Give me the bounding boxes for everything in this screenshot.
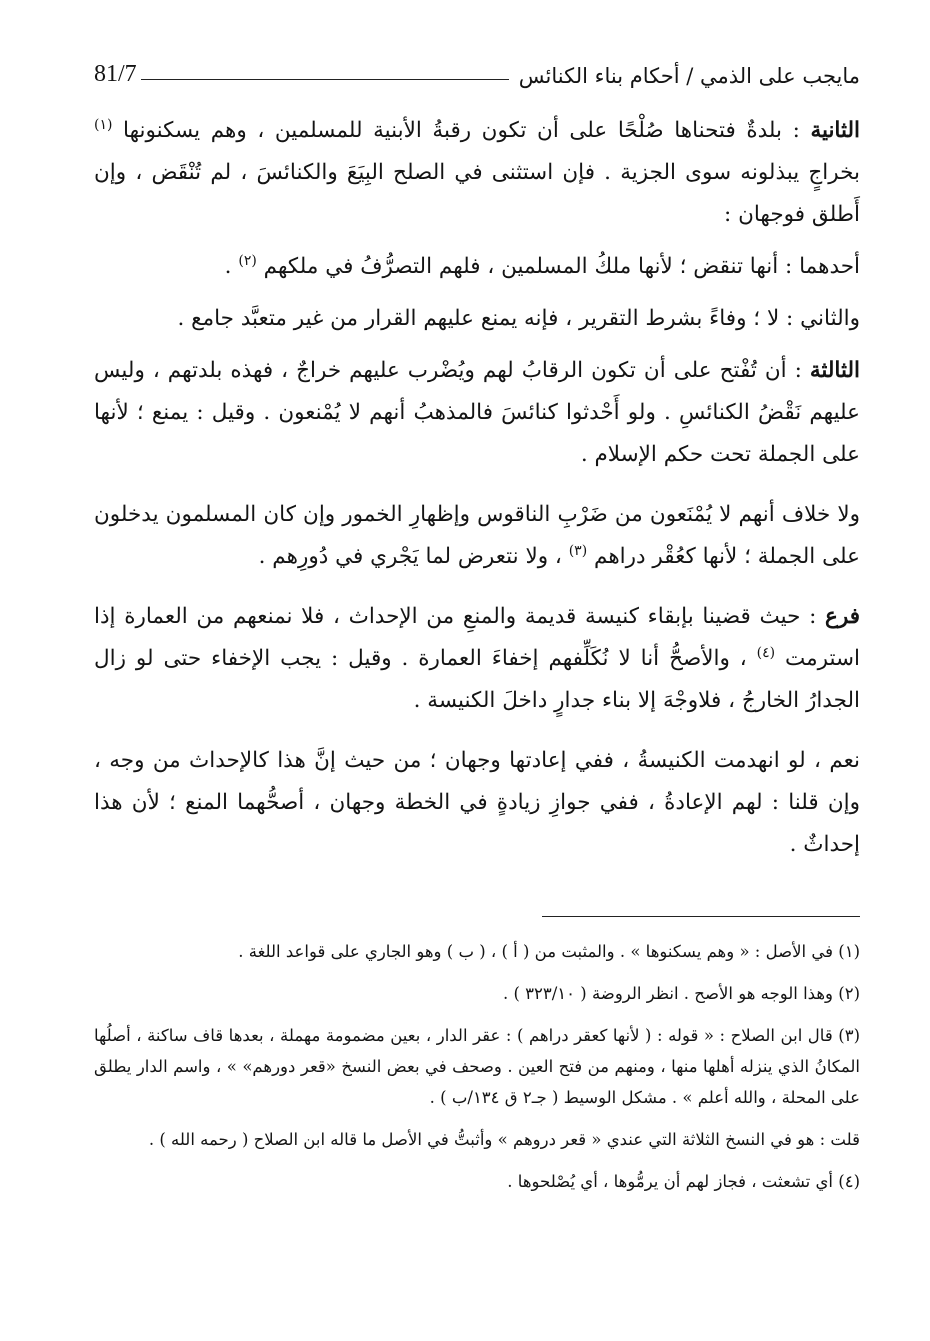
paragraph-5 (94, 494, 860, 578)
paragraph-1 (94, 110, 860, 236)
section-keyword: فرع (825, 604, 860, 629)
paragraph-text: نعم ، لو انهدمت الكنيسةُ ، ففي إعادتها وجهان ؛ من حيث إنَّ هذا كالإحداث من وجه ، وإن قلنا : لهم الإعادةُ ، ففي جوازِ زيادةٍ في الخطة وجهان ، أصحُّهما المنع ؛ لأن هذا إحداثٌ . (94, 748, 860, 857)
paragraph-text: ، والأصحُّ أنا لا نُكَلِّفهم إخفاءَ العمارة . وقيل : يجب الإخفاء حتى لو زال الجدارُ الخارجُ ، فلاوجْهَ إلا بناء جدارٍ داخلَ الكنيسة . (94, 646, 860, 713)
footnote-2: (٢) وهذا الوجه هو الأصح . انظر الروضة ( ٣٢٣/١٠ ) . (502, 984, 860, 1003)
paragraph-7 (94, 740, 860, 866)
paragraph-text: : بلدةٌ فتحناها صُلْحًا على أن تكون رقبةُ الأبنية للمسلمين ، وهم يسكنونها (112, 118, 811, 143)
paragraph-3 (94, 298, 860, 340)
paragraph-text: ولا خلاف أنهم لا يُمْنَعون من ضَرْبِ الناقوس وإظهارِ الخمور وإن كان المسلمون يدخلون على الجملة ؛ لأنها كعُقْر دراهم (94, 502, 860, 569)
footnote-ref-3[interactable]: (٣) (568, 542, 588, 559)
paragraph-text: : حيث قضينا بإبقاء كنيسة قديمة والمنعِ من الإحداث ، فلا نمنعهم من العمارة إذا استرمت (94, 604, 860, 671)
footnote-separator (542, 916, 860, 917)
footnotes (94, 936, 860, 1208)
running-header (94, 58, 860, 88)
paragraph-text: ، ولا نتعرض لما يَجْري في دُورِهم . (258, 544, 569, 569)
paragraph-2 (94, 246, 860, 288)
footnote-1: (١) في الأصل : « وهم يسكنوها » . والمثبت من ( أ ) ، ( ب ) وهو الجاري على قواعد اللغة . (238, 942, 860, 961)
footnote-ref-4[interactable]: (٤) (756, 644, 776, 661)
main-text (94, 110, 860, 866)
paragraph-4 (94, 350, 860, 476)
paragraph-6 (94, 596, 860, 722)
header-title: مايجب على الذمي / أحكام بناء الكنائس (518, 64, 860, 88)
footnote-3: (٣) قال ابن الصلاح : « قوله : ( لأنها كعقر دراهم ) : عقر الدار ، بعين مضمومة مهملة ، بعدها قاف ساكنة ، أصلُها المكانُ الذي ينزله أهلها منها ، ومنهم من فتح العين . وصحف في بعض النسخ «قعر دورهم» » ، واسم الدار يطلق على المحلة ، والله أعلم » . مشكل الوسيط ( جـ٢ ق ١٣٤/ب ) . (94, 1026, 860, 1107)
paragraph-text: أحدهما : أنها تنقض ؛ لأنها ملكُ المسلمين ، فلهم التصرُّفُ في ملكهم (256, 254, 860, 279)
section-keyword: الثانية (810, 118, 860, 143)
footnote-3-note: قلت : هو في النسخ الثلاثة التي عندي « قعر دروهم » وأثبتُّ في الأصل ما قاله ابن الصلاح ( رحمه الله ) . (148, 1130, 860, 1149)
header-rule (141, 79, 509, 80)
section-keyword: الثالثة (809, 358, 860, 383)
footnote-ref-2[interactable]: (٢) (238, 252, 257, 269)
footnote-ref-1[interactable]: (١) (94, 116, 113, 133)
paragraph-text: بخراجٍ يبذلونه سوى الجزية . فإن استثنى في الصلح البِيَعَ والكنائسَ ، لم تُنْقَض ، وإن أَطلق فوجهان : (94, 160, 860, 227)
paragraph-text: : أن تُفْتح على أن تكون الرقابُ لهم ويُضْرب عليهم خراجٌ ، فهذه بلدتهم ، وليس عليهم نَقْضُ الكنائسِ . ولو أَحْدثوا كنائسَ فالمذهبُ أنهم لا يُمْنعون . وقيل : يمنع ؛ لأنها على الجملة تحت حكم الإسلام . (94, 358, 860, 467)
footnote-4: (٤) أي تشعثت ، فجاز لهم أن يرمُّوها ، أي يُصْلحوها . (507, 1172, 860, 1191)
paragraph-text: . (224, 254, 239, 279)
page-number: 81/7 (94, 61, 137, 87)
paragraph-text: والثاني : لا ؛ وفاءً بشرط التقرير ، فإنه يمنع عليهم القرار من غير متعبَّد جامع . (177, 306, 860, 331)
